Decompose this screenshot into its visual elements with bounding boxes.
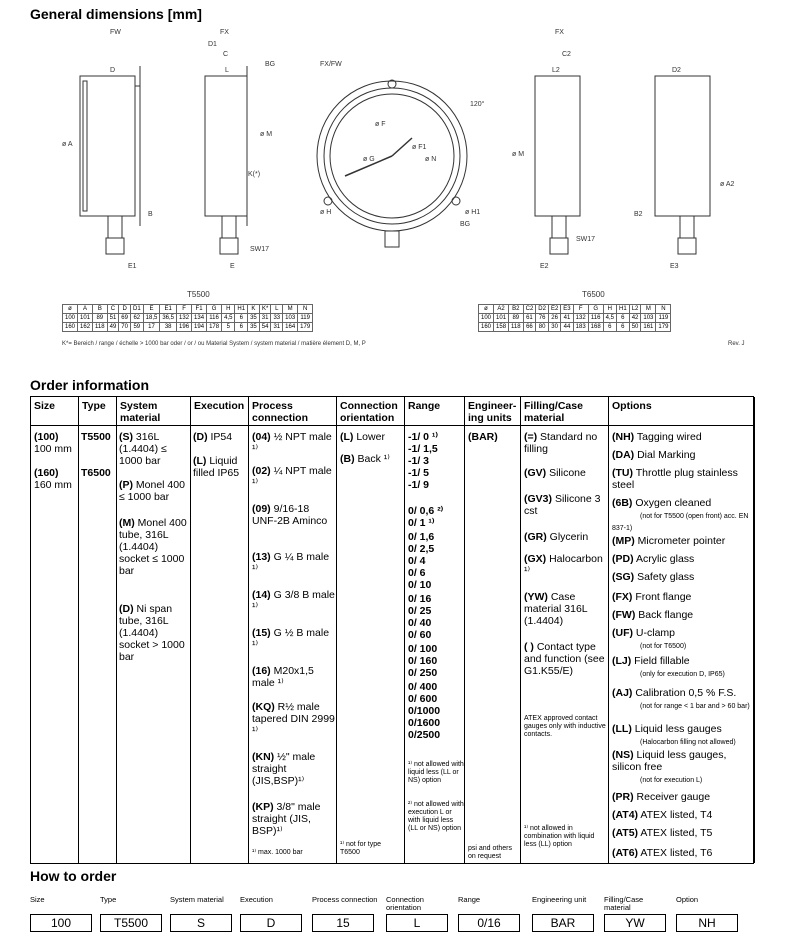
svg-text:SW17: SW17 (250, 246, 270, 253)
dimension-table-t5500 (62, 304, 313, 332)
range-item: -1/ 3 (408, 455, 430, 467)
svg-text:BG: BG (460, 221, 471, 228)
section-title-order: Order information (30, 377, 150, 393)
svg-text:D1: D1 (208, 41, 217, 48)
dim-cell: 4,5 (603, 314, 616, 323)
range-item: 0/ 40 (408, 617, 432, 629)
svg-text:E3: E3 (670, 263, 679, 270)
dim-cell: 66 (523, 323, 536, 332)
t5500-label: T5500 (187, 290, 210, 299)
dim-cell: 194 (192, 323, 207, 332)
dim-cell: F1 (192, 305, 207, 314)
dim-cell: 158 (494, 323, 509, 332)
svg-text:SW17: SW17 (576, 236, 596, 243)
svg-text:ø F1: ø F1 (412, 144, 427, 151)
dim-cell: 168 (588, 323, 603, 332)
col-connection-orientation: Connection orientation (L) Lower (B) Back ¹⁾ ¹⁾ not for type T6500 (337, 397, 405, 863)
svg-text:ø F: ø F (375, 121, 386, 128)
option-item: (AT4) ATEX listed, T4 (612, 809, 713, 821)
howto-value-box[interactable]: YW (604, 914, 666, 932)
svg-text:ø A: ø A (62, 141, 73, 148)
col-process-connection: Process connection (04) ½ NPT male ¹⁾ (02) ¼ NPT male ¹⁾ (09) 9/16-18 UNF-2B Aminco (13) G ¼ B male ¹⁾ (14) G 3/8 B male ¹⁾ (15) G ½ B male ¹⁾ (16) M20x1,5 male ¹⁾ (KQ) R½ male tapered DIN 2999 ¹⁾ (KN) ½" male straight (JIS,BSP)¹⁾ (KP) 3/8" male straight (JIS, BSP)¹⁾ ¹⁾ max. 1000 bar (249, 397, 337, 863)
dim-cell: F (177, 305, 192, 314)
option-item: (AT6) ATEX listed, T6 (612, 847, 713, 859)
dim-cell: ø (479, 305, 494, 314)
howto-label: Size (30, 895, 45, 904)
howto-label: Type (100, 895, 117, 904)
dim-cell: 69 (119, 314, 131, 323)
svg-text:ø M: ø M (512, 151, 525, 158)
dim-cell: 6 (617, 323, 630, 332)
col-type: Type T5500 T6500 (79, 397, 117, 863)
option-item: (LJ) Field fillable (only for execution D, IP65) (612, 655, 725, 678)
dim-cell: H (222, 305, 235, 314)
dim-cell: 35 (248, 314, 260, 323)
dim-cell: 6 (235, 314, 248, 323)
howto-value-box[interactable]: S (170, 914, 232, 932)
howto-label: Process connection (312, 895, 378, 904)
dim-cell: 164 (283, 323, 298, 332)
dim-cell: A2 (494, 305, 509, 314)
option-item: (NH) Tagging wired (612, 431, 702, 443)
col-system-material: System material (S) 316L (1.4404) ≤ 1000 bar (P) Monel 400 ≤ 1000 bar (M) Monel 400 tube, 316L (1.4404) socket ≤ 1000 bar (D) Ni span tube, 316L (1.4404) socket > 1000 bar (117, 397, 191, 863)
svg-text:ø H1: ø H1 (465, 209, 481, 216)
dim-cell: K (248, 305, 260, 314)
range-item: 0/1000 (408, 705, 441, 717)
dim-cell: 54 (259, 323, 271, 332)
dim-cell: K* (259, 305, 271, 314)
svg-text:ø N: ø N (425, 156, 437, 163)
option-item: (AT5) ATEX listed, T5 (612, 827, 713, 839)
label-fw: FW (110, 29, 121, 36)
range-item: 0/ 160 (408, 655, 438, 667)
dimension-table-t6500 (478, 304, 671, 332)
option-item: (MP) Micrometer pointer (612, 535, 726, 547)
range-item: 0/ 600 (408, 693, 438, 705)
dim-cell: H1 (235, 305, 248, 314)
col-engineering-units: Engineer-ing units (BAR) psi and others on request (465, 397, 521, 863)
dim-cell: 62 (130, 314, 143, 323)
col-execution: Execution (D) IP54 (L) Liquid filled IP65 (191, 397, 249, 863)
svg-text:B: B (148, 211, 153, 218)
dim-cell: D1 (130, 305, 143, 314)
option-item: (SG) Safety glass (612, 571, 695, 583)
dim-cell: 119 (298, 314, 313, 323)
col-size: Size (100) 100 mm (160) 160 mm (31, 397, 79, 863)
dim-cell: 89 (509, 314, 524, 323)
dim-cell: 116 (588, 314, 603, 323)
range-item: -1/ 9 (408, 479, 430, 491)
dim-cell: 17 (143, 323, 160, 332)
dim-cell: D2 (536, 305, 549, 314)
option-item: (PD) Acrylic glass (612, 553, 695, 565)
range-item: 0/ 1 ¹⁾ (408, 517, 435, 529)
howto-label: System material (170, 895, 224, 904)
svg-text:ø M: ø M (260, 131, 273, 138)
dim-cell: 103 (641, 314, 656, 323)
svg-text:E: E (230, 263, 235, 270)
dim-cell: 160 (479, 323, 494, 332)
range-item: 0/ 2,5 (408, 543, 435, 555)
dim-cell: E (143, 305, 160, 314)
range-item: -1/ 0 ¹⁾ (408, 431, 439, 443)
range-item: 0/2500 (408, 729, 441, 741)
range-item: 0/ 400 (408, 681, 438, 693)
howto-value-box[interactable]: L (386, 914, 448, 932)
dim-cell: M (283, 305, 298, 314)
option-item: (TU) Throttle plug stainless steel (612, 467, 738, 491)
label-fx: FX (220, 29, 229, 36)
dim-cell: 161 (641, 323, 656, 332)
dim-cell: A (78, 305, 93, 314)
range-item: 0/ 6 (408, 567, 426, 579)
dim-cell: 42 (629, 314, 641, 323)
dim-cell: 6 (603, 323, 616, 332)
dim-cell: 101 (494, 314, 509, 323)
t6500-label: T6500 (582, 290, 605, 299)
dim-cell: 6 (235, 323, 248, 332)
range-item: 0/ 1,6 (408, 531, 435, 543)
col-range: Range -1/ 0 ¹⁾ -1/ 1,5 -1/ 3 -1/ 5 -1/ 9 0/ 0,6 ²⁾ 0/ 1 ¹⁾ 0/ 1,6 0/ 2,5 0/ 4 0/ 6 0/ 10 0/ 16 0/ 25 0/ 40 0/ 60 0/ 100 0/ 160 0/ 250 0/ 400 0/ 600 0/1000 0/1600 0/2500 ¹⁾ not allowed with liquid less (LL or NS) option ²⁾ not allowed with execution L or with liquid less (LL or NS) option (405, 397, 465, 863)
section-title-dimensions: General dimensions [mm] (30, 6, 202, 22)
svg-text:B2: B2 (634, 211, 643, 218)
howto-value-box[interactable]: T5500 (100, 914, 162, 932)
dim-cell: 44 (561, 323, 573, 332)
range-item: 0/ 250 (408, 667, 438, 679)
dim-cell: 119 (656, 314, 671, 323)
range-item: -1/ 5 (408, 467, 430, 479)
dim-cell: 100 (479, 314, 494, 323)
dim-cell: C2 (523, 305, 536, 314)
dim-cell: 31 (259, 314, 271, 323)
dim-cell: 70 (119, 323, 131, 332)
dim-cell: 4,5 (222, 314, 235, 323)
howto-value-box[interactable]: 0/16 (458, 914, 520, 932)
col-options: Options (NH) Tagging wired (DA) Dial Marking (TU) Throttle plug stainless steel (6B) Oxygen cleaned (not for T5500 (open front) acc. EN 837-1) (MP) Micrometer pointer (PD) Acrylic glass (SG) Safety glass (FX) Front flange (FW) Back flange (UF) U-clamp (not for T6500) (LJ) Field fillable (only for execution D, IP65) (AJ) Calibration 0,5 % F.S. (not for range < 1 bar and > 60 bar) (LL) Liquid less gauges (Halocarbon filling not allowed) (NS) Liquid less gauges, silicon free (not for execution L) (PR) Receiver gauge (AT4) ATEX listed, T4 (AT5) ATEX listed, T5 (AT6) ATEX listed, T6 (609, 397, 755, 863)
range-item: 0/ 10 (408, 579, 432, 591)
order-table (30, 396, 754, 864)
dim-cell: 6 (617, 314, 630, 323)
svg-text:ø A2: ø A2 (720, 181, 735, 188)
option-item: (FW) Back flange (612, 609, 694, 621)
dim-cell: 160 (63, 323, 78, 332)
dim-cell: F (573, 305, 588, 314)
howto-value-box[interactable]: 15 (312, 914, 374, 932)
dim-cell: 18,5 (143, 314, 160, 323)
svg-text:E1: E1 (128, 263, 137, 270)
option-item: (UF) U-clamp (not for T6500) (612, 627, 687, 650)
howto-value-box[interactable]: D (240, 914, 302, 932)
svg-text:BG: BG (265, 61, 276, 68)
dim-cell: 101 (78, 314, 93, 323)
dim-cell: 116 (207, 314, 222, 323)
dim-cell: 179 (298, 323, 313, 332)
technical-drawing (40, 26, 760, 286)
dim-cell: 41 (561, 314, 573, 323)
dim-cell: 61 (523, 314, 536, 323)
dim-cell: 49 (107, 323, 119, 332)
dim-cell: M (641, 305, 656, 314)
dim-cell: 118 (93, 323, 108, 332)
option-item: (FX) Front flange (612, 591, 692, 603)
range-item: 0/ 60 (408, 629, 432, 641)
option-item: (LL) Liquid less gauges (Halocarbon filling not allowed) (612, 723, 736, 746)
dim-cell: E3 (561, 305, 573, 314)
range-item: 0/ 4 (408, 555, 426, 567)
dim-cell: N (656, 305, 671, 314)
dim-cell: 38 (160, 323, 177, 332)
option-item: (PR) Receiver gauge (612, 791, 711, 803)
dim-cell: 76 (536, 314, 549, 323)
dim-cell: 196 (177, 323, 192, 332)
dim-cell: 80 (536, 323, 549, 332)
howto-label: Engineering unit (532, 895, 587, 904)
dim-cell: ø (63, 305, 78, 314)
howto-label: Execution (240, 895, 273, 904)
option-item: (DA) Dial Marking (612, 449, 696, 461)
dim-cell: B2 (509, 305, 524, 314)
dim-cell: 59 (130, 323, 143, 332)
dim-cell: 36,5 (160, 314, 177, 323)
dim-cell: 103 (283, 314, 298, 323)
dim-cell: 178 (207, 323, 222, 332)
svg-text:C2: C2 (562, 51, 571, 58)
dim-cell: E2 (548, 305, 560, 314)
revision-label: Rev. J (728, 341, 745, 347)
dim-cell: 89 (93, 314, 108, 323)
svg-text:D: D (110, 67, 116, 74)
dim-cell: 30 (548, 323, 560, 332)
dim-cell: 100 (63, 314, 78, 323)
dim-cell: 26 (548, 314, 560, 323)
dim-cell: 50 (629, 323, 641, 332)
howto-value-box[interactable]: 100 (30, 914, 92, 932)
dim-cell: 134 (192, 314, 207, 323)
dim-cell: 5 (222, 323, 235, 332)
svg-text:K(*): K(*) (248, 171, 261, 178)
howto-value-box[interactable]: NH (676, 914, 738, 932)
dim-cell: 162 (78, 323, 93, 332)
svg-text:120°: 120° (470, 101, 485, 108)
dim-cell: 132 (573, 314, 588, 323)
dim-cell: B (93, 305, 108, 314)
dim-cell: 33 (271, 314, 283, 323)
svg-text:FX: FX (555, 29, 564, 36)
svg-text:ø G: ø G (363, 156, 375, 163)
howto-label: Range (458, 895, 481, 904)
dim-cell: 132 (177, 314, 192, 323)
range-item: 0/ 16 (408, 593, 432, 605)
range-item: 0/ 100 (408, 643, 438, 655)
howto-label: Filling/Case material (604, 895, 644, 912)
dim-cell: L (271, 305, 283, 314)
section-title-howto: How to order (30, 868, 117, 884)
option-item: (6B) Oxygen cleaned (not for T5500 (open front) acc. EN 837-1) (612, 497, 749, 532)
svg-text:L2: L2 (552, 67, 560, 74)
dim-cell: C (107, 305, 119, 314)
dim-cell: 51 (107, 314, 119, 323)
svg-text:C: C (223, 51, 229, 58)
option-item: (AJ) Calibration 0,5 % F.S. (not for range < 1 bar and > 60 bar) (612, 687, 750, 710)
dim-cell: L2 (629, 305, 641, 314)
col-filling-case: Filling/Case material (=) Standard no filling (GV) Silicone (GV3) Silicone 3 cst (GR) Glycerin (GX) Halocarbon ¹⁾ (YW) Case material 316L (1.4404) ( ) Contact type and function (see G1.K55/E) ATEX approved contact gauges only with inductive contacts. ¹⁾ not allowed in combination with liquid less (LL) option (521, 397, 609, 863)
dim-cell: 118 (509, 323, 524, 332)
dim-cell: H (603, 305, 616, 314)
range-item: -1/ 1,5 (408, 443, 438, 455)
dim-cell: G (588, 305, 603, 314)
range-item: 0/1600 (408, 717, 441, 729)
dim-cell: 35 (248, 323, 260, 332)
dim-cell: 31 (271, 323, 283, 332)
range-item: 0/ 25 (408, 605, 432, 617)
dim-cell: 179 (656, 323, 671, 332)
svg-text:ø H: ø H (320, 209, 332, 216)
dim-cell: E1 (160, 305, 177, 314)
dim-cell: D (119, 305, 131, 314)
dim-cell: N (298, 305, 313, 314)
range-item: 0/ 0,6 ²⁾ (408, 505, 444, 517)
svg-text:L: L (225, 67, 229, 74)
howto-value-box[interactable]: BAR (532, 914, 594, 932)
svg-text:D2: D2 (672, 67, 681, 74)
option-item: (NS) Liquid less gauges, silicon free (not for execution L) (612, 749, 727, 784)
dimension-footnote: K*= Bereich / range / échelle > 1000 bar oder / or / ou Material System / system material / matière élement D, M, P (62, 341, 366, 347)
howto-label: Option (676, 895, 699, 904)
howto-label: Connection orientation (386, 895, 424, 912)
dim-cell: H1 (617, 305, 630, 314)
dim-cell: 183 (573, 323, 588, 332)
dim-cell: G (207, 305, 222, 314)
svg-text:FX/FW: FX/FW (320, 61, 342, 68)
svg-text:E2: E2 (540, 263, 549, 270)
